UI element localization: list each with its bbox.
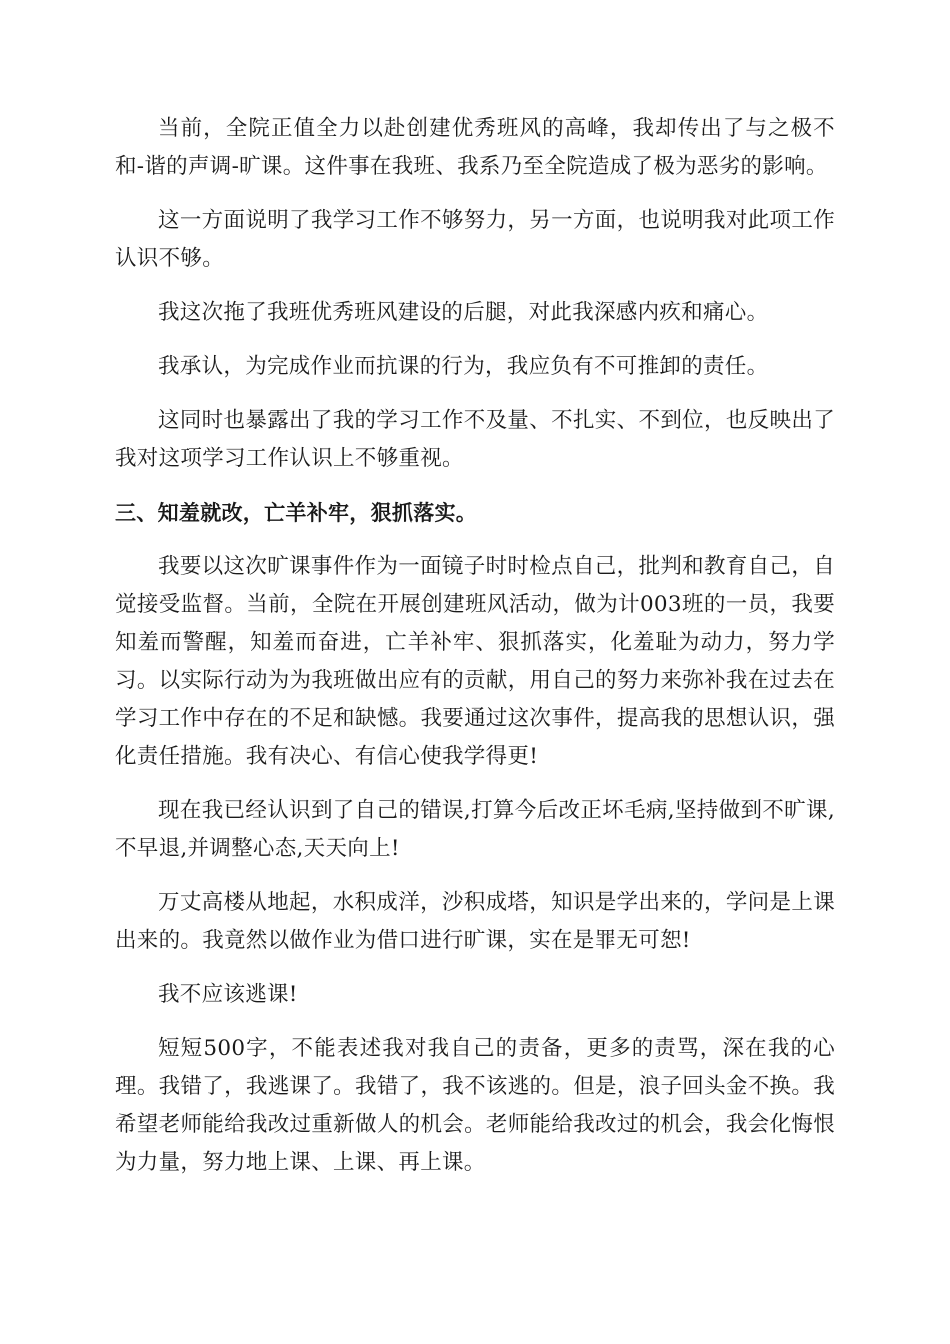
paragraph: 我这次拖了我班优秀班风建设的后腿，对此我深感内疚和痛心。 [158,300,769,325]
paragraph: 现在我已经认识到了自己的错误,打算今后改正坏毛病,坚持做到不旷课,不早退,并调整心态,天天向上! [115,798,835,861]
section-heading: 三、知羞就改，亡羊补牢，狠抓落实。 [115,501,478,525]
paragraph: 这同时也暴露出了我的学习工作不及量、不扎实、不到位，也反映出了我对这项学习工作认识上不够重视。 [115,408,835,471]
paragraph: 我承认，为完成作业而抗课的行为，我应负有不可推卸的责任。 [158,354,769,379]
paragraph: 我要以这次旷课事件作为一面镜子时时检点自己，批判和教育自己，自觉接受监督。当前，全院在开展创建班风活动，做为计003班的一员，我要知羞而警醒，知羞而奋进，亡羊补牢、狠抓落实，化羞耻为动力，努力学习。以实际行动为为我班做出应有的贡献，用自己的努力来弥补我在过去在学习工作中存在的不足和缺憾。我要通过这次事件，提高我的思想认识，强化责任措施。我有决心、有信心使我学得更! [115,554,835,769]
paragraph: 短短500字，不能表述我对我自己的责备，更多的责骂，深在我的心理。我错了，我逃课了。我错了，我不该逃的。但是，浪子回头金不换。我希望老师能给我改过重新做人的机会。老师能给我改过的机会，我会化悔恨为力量，努力地上课、上课、再上课。 [115,1036,835,1175]
document-body [115,110,835,1198]
paragraph: 这一方面说明了我学习工作不够努力，另一方面，也说明我对此项工作认识不够。 [115,208,835,271]
paragraph: 万丈高楼从地起，水积成洋，沙积成塔，知识是学出来的，学问是上课出来的。我竟然以做作业为借口进行旷课，实在是罪无可恕! [115,890,835,953]
paragraph: 我不应该逃课! [158,982,298,1007]
paragraph: 当前，全院正值全力以赴创建优秀班风的高峰，我却传出了与之极不和-谐的声调-旷课。这件事在我班、我系乃至全院造成了极为恶劣的影响。 [115,116,835,179]
